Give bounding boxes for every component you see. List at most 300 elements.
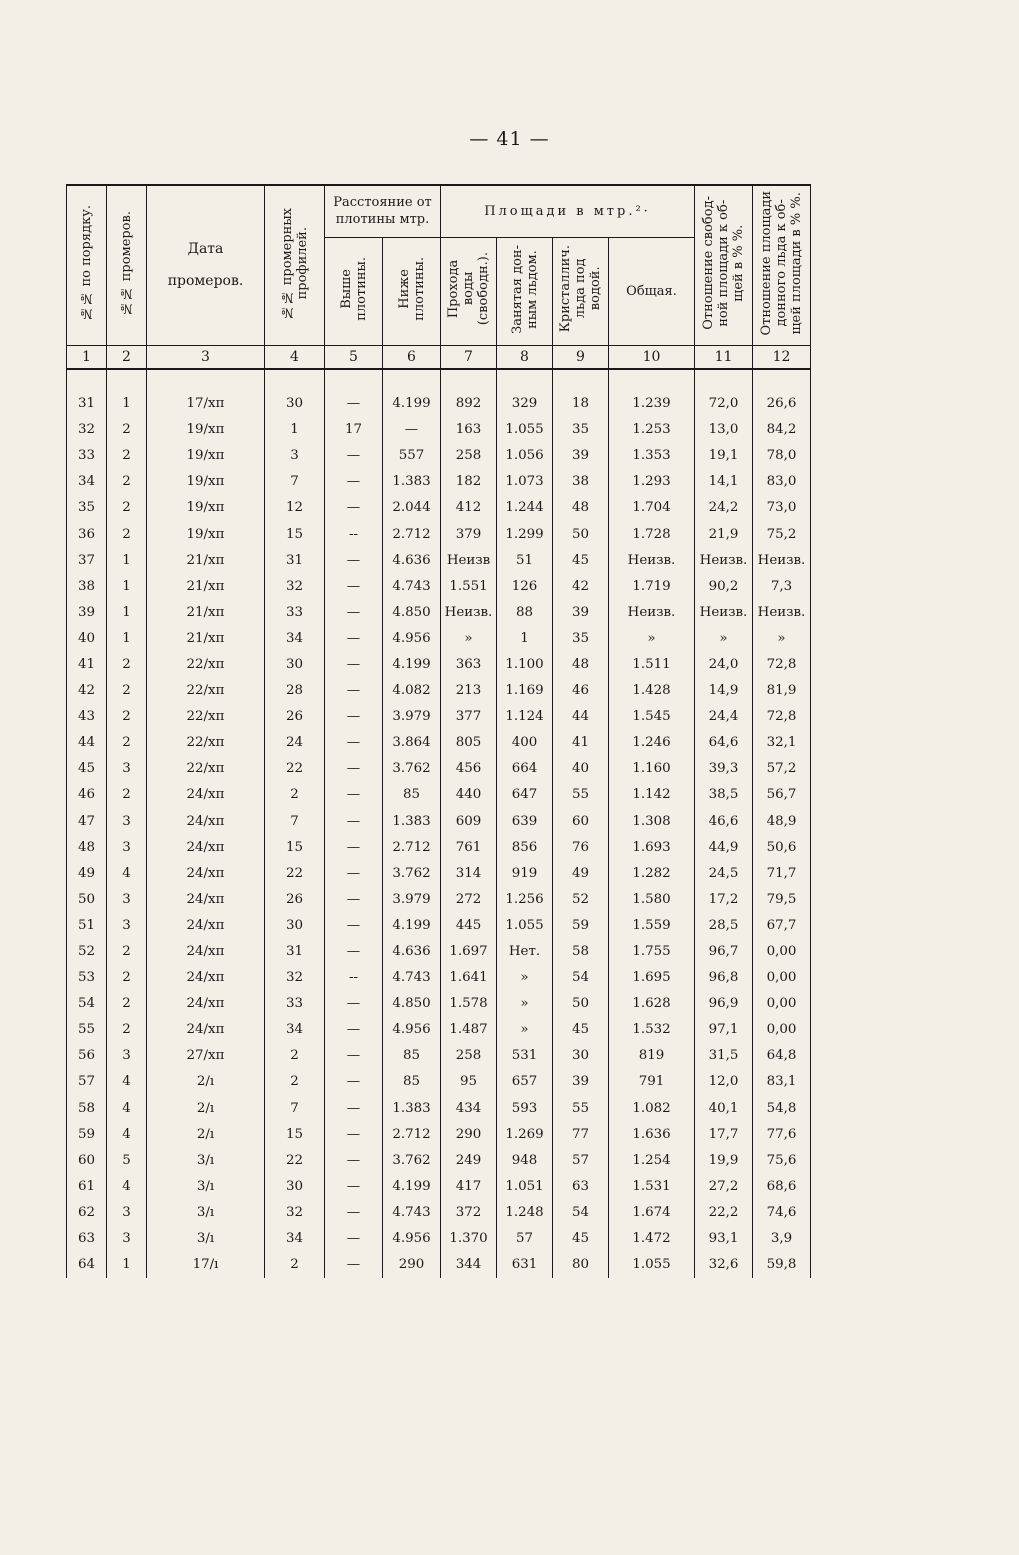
table-cell: 4.850	[383, 599, 441, 625]
table-cell: 22/xп	[147, 704, 265, 730]
table-cell: 2/ı	[147, 1095, 265, 1121]
table-cell: 1.693	[609, 834, 695, 860]
table-cell: 19,9	[695, 1147, 753, 1173]
table-cell: 657	[497, 1069, 553, 1095]
table-row	[67, 1252, 811, 1278]
table-cell: 1.636	[609, 1121, 695, 1147]
header-free-area-ratio: Отношение свобод- ной площади к об- щей в % %.	[695, 185, 753, 345]
table-cell: 34	[265, 1017, 325, 1043]
table-cell: 45	[67, 756, 107, 782]
table-row	[67, 965, 811, 991]
table-cell: »	[497, 991, 553, 1017]
table-cell: 856	[497, 834, 553, 860]
table-cell: 24/xп	[147, 834, 265, 860]
table-cell: 2.712	[383, 834, 441, 860]
table-cell: 2	[265, 1252, 325, 1278]
table-cell: 7	[265, 469, 325, 495]
header-total-area: Общая.	[609, 237, 695, 345]
table-cell: 4.199	[383, 912, 441, 938]
table-cell: 61	[67, 1173, 107, 1199]
table-cell: 1.695	[609, 965, 695, 991]
table-cell: Неизв.	[753, 547, 811, 573]
column-number: 10	[609, 345, 695, 369]
table-cell: 3	[265, 443, 325, 469]
table-cell: 39	[553, 599, 609, 625]
table-cell: 96,9	[695, 991, 753, 1017]
table-cell: —	[325, 573, 383, 599]
table-cell: 39	[67, 599, 107, 625]
table-cell: 3.979	[383, 704, 441, 730]
table-cell: 4	[107, 860, 147, 886]
table-cell: —	[325, 651, 383, 677]
table-cell: 7,3	[753, 573, 811, 599]
table-cell: —	[325, 495, 383, 521]
table-cell: 37	[67, 547, 107, 573]
table-cell: 22/xп	[147, 651, 265, 677]
table-cell: 1.580	[609, 886, 695, 912]
table-cell: 2	[107, 782, 147, 808]
table-cell: --	[325, 965, 383, 991]
table-cell: 48	[67, 834, 107, 860]
spacer-row	[67, 369, 811, 391]
table-cell: 19/xп	[147, 469, 265, 495]
table-cell: 64,8	[753, 1043, 811, 1069]
table-cell: 22,2	[695, 1199, 753, 1225]
table-cell: 1.142	[609, 782, 695, 808]
table-cell: 1.551	[441, 573, 497, 599]
table-cell: —	[325, 1043, 383, 1069]
table-cell: —	[325, 991, 383, 1017]
table-cell: 32	[265, 965, 325, 991]
table-cell: —	[325, 678, 383, 704]
table-cell: 46	[67, 782, 107, 808]
table-cell: 919	[497, 860, 553, 886]
table-row	[67, 391, 811, 417]
table-cell: 75,6	[753, 1147, 811, 1173]
table-cell: 57	[553, 1147, 609, 1173]
table-cell: 3.762	[383, 1147, 441, 1173]
table-cell: 39	[553, 443, 609, 469]
table-cell: 639	[497, 808, 553, 834]
table-cell: 1.370	[441, 1226, 497, 1252]
table-cell: 44,9	[695, 834, 753, 860]
table-cell: —	[325, 730, 383, 756]
table-cell: 3/ı	[147, 1226, 265, 1252]
table-row	[67, 1121, 811, 1147]
table-cell: 3.979	[383, 886, 441, 912]
header-water-passage: Прохода воды (свободн.).	[441, 237, 497, 345]
table-cell: 90,2	[695, 573, 753, 599]
table-cell: 2	[107, 443, 147, 469]
table-cell: 58	[553, 938, 609, 964]
table-row	[67, 886, 811, 912]
table-cell: —	[325, 1252, 383, 1278]
table-cell: 3	[107, 1226, 147, 1252]
table-cell: 4.199	[383, 391, 441, 417]
table-cell: 41	[67, 651, 107, 677]
table-cell: 24/xп	[147, 860, 265, 886]
table-cell: —	[325, 625, 383, 651]
table-cell: 30	[265, 391, 325, 417]
table-cell: 2	[107, 1017, 147, 1043]
table-cell: 33	[265, 599, 325, 625]
header-below-dam: Ниже плотины.	[383, 237, 441, 345]
table-cell: 88	[497, 599, 553, 625]
table-cell: 19/xп	[147, 495, 265, 521]
table-cell: 1.511	[609, 651, 695, 677]
table-cell: 31	[67, 391, 107, 417]
table-cell: 290	[441, 1121, 497, 1147]
table-cell: 2	[107, 651, 147, 677]
table-cell: 1.383	[383, 1095, 441, 1121]
table-cell: 4.850	[383, 991, 441, 1017]
table-cell: 2	[107, 678, 147, 704]
table-cell: 4.636	[383, 938, 441, 964]
table-cell: 664	[497, 756, 553, 782]
table-cell: 48	[553, 495, 609, 521]
table-cell: Неизв	[441, 547, 497, 573]
table-cell: 59,8	[753, 1252, 811, 1278]
table-cell: 17/xп	[147, 391, 265, 417]
header-measurement-number: №№ промеров.	[107, 185, 147, 345]
table-cell: 1.055	[497, 912, 553, 938]
table-cell: 1.353	[609, 443, 695, 469]
table-cell: 58	[67, 1095, 107, 1121]
table-cell: 24/xп	[147, 886, 265, 912]
table-cell: 3/ı	[147, 1199, 265, 1225]
column-number: 7	[441, 345, 497, 369]
table-cell: 272	[441, 886, 497, 912]
table-cell: 38	[67, 573, 107, 599]
table-cell: 1.428	[609, 678, 695, 704]
table-cell: 12,0	[695, 1069, 753, 1095]
table-cell: —	[325, 808, 383, 834]
table-body	[67, 369, 811, 1278]
table-cell: 21,9	[695, 521, 753, 547]
table-cell: 32,1	[753, 730, 811, 756]
table-cell: 1.704	[609, 495, 695, 521]
table-row	[67, 991, 811, 1017]
table-cell: 434	[441, 1095, 497, 1121]
table-cell: 4.082	[383, 678, 441, 704]
table-cell: 1.169	[497, 678, 553, 704]
table-cell: 50	[67, 886, 107, 912]
table-cell: 49	[553, 860, 609, 886]
table-cell: 1	[107, 625, 147, 651]
header-above-dam: Выше плотины.	[325, 237, 383, 345]
table-cell: 52	[553, 886, 609, 912]
table-cell: 1.472	[609, 1226, 695, 1252]
table-cell: 1.055	[497, 417, 553, 443]
table-cell: 60	[67, 1147, 107, 1173]
table-cell: 182	[441, 469, 497, 495]
table-row	[67, 495, 811, 521]
table-cell: 531	[497, 1043, 553, 1069]
table-cell: 631	[497, 1252, 553, 1278]
table-cell: 314	[441, 860, 497, 886]
table-cell: 32,6	[695, 1252, 753, 1278]
table-cell: 75,2	[753, 521, 811, 547]
table-cell: 126	[497, 573, 553, 599]
header-distance-group: Расстояние от плотины мтр.	[325, 185, 441, 237]
table-cell: 249	[441, 1147, 497, 1173]
table-cell: 1.269	[497, 1121, 553, 1147]
table-cell: —	[325, 756, 383, 782]
table-cell: 4.956	[383, 625, 441, 651]
table-cell: 19/xп	[147, 443, 265, 469]
table-cell: —	[325, 391, 383, 417]
table-cell: 4.743	[383, 573, 441, 599]
page-number: — 41 —	[469, 128, 550, 150]
table-cell: —	[325, 469, 383, 495]
table-cell: 400	[497, 730, 553, 756]
table-cell: 24/xп	[147, 808, 265, 834]
table-cell: 0,00	[753, 965, 811, 991]
table-cell: 54,8	[753, 1095, 811, 1121]
table-row	[67, 1226, 811, 1252]
table-cell: 44	[67, 730, 107, 756]
table-cell: 24,4	[695, 704, 753, 730]
table-cell: 26	[265, 886, 325, 912]
table-cell: 54	[553, 965, 609, 991]
table-cell: 21/xп	[147, 573, 265, 599]
table-cell: 2.044	[383, 495, 441, 521]
table-cell: 72,0	[695, 391, 753, 417]
column-number: 2	[107, 345, 147, 369]
table-cell: 22	[265, 1147, 325, 1173]
table-cell: 35	[553, 625, 609, 651]
table-cell: —	[325, 886, 383, 912]
table-cell: 5	[107, 1147, 147, 1173]
table-cell: 1.674	[609, 1199, 695, 1225]
table-cell: 761	[441, 834, 497, 860]
table-cell: --	[325, 521, 383, 547]
table-cell: 22/xп	[147, 756, 265, 782]
table-cell: 412	[441, 495, 497, 521]
table-cell: 2	[265, 1043, 325, 1069]
table-cell: 64	[67, 1252, 107, 1278]
table-cell: —	[325, 860, 383, 886]
table-cell: 33	[265, 991, 325, 1017]
table-cell: 85	[383, 1043, 441, 1069]
table-row	[67, 834, 811, 860]
table-row	[67, 651, 811, 677]
table-cell: 2	[107, 965, 147, 991]
table-cell: 557	[383, 443, 441, 469]
table-cell: 2	[107, 938, 147, 964]
table-cell: 1.641	[441, 965, 497, 991]
table-cell: 45	[553, 1226, 609, 1252]
table-cell: 948	[497, 1147, 553, 1173]
table-cell: 24/xп	[147, 991, 265, 1017]
table-cell: 2/ı	[147, 1121, 265, 1147]
table-cell: 97,1	[695, 1017, 753, 1043]
table-cell: 593	[497, 1095, 553, 1121]
table-cell: 3	[107, 912, 147, 938]
table-cell: 456	[441, 756, 497, 782]
table-cell: 24/xп	[147, 782, 265, 808]
table-cell: 1.628	[609, 991, 695, 1017]
table-cell: 12	[265, 495, 325, 521]
table-cell: 38,5	[695, 782, 753, 808]
table-row	[67, 782, 811, 808]
table-row	[67, 573, 811, 599]
table-cell: 63	[67, 1226, 107, 1252]
table-row	[67, 521, 811, 547]
table-cell: 1.248	[497, 1199, 553, 1225]
table-cell: 1.755	[609, 938, 695, 964]
table-cell: 72,8	[753, 704, 811, 730]
table-cell: 73,0	[753, 495, 811, 521]
table-cell: 19,1	[695, 443, 753, 469]
table-row	[67, 678, 811, 704]
table-cell: —	[325, 1147, 383, 1173]
table-cell: 45	[553, 547, 609, 573]
table-cell: 2/ı	[147, 1069, 265, 1095]
table-cell: 71,7	[753, 860, 811, 886]
header-date: Дата промеров.	[147, 185, 265, 345]
table-cell: 84,2	[753, 417, 811, 443]
table-row	[67, 730, 811, 756]
table-cell: 163	[441, 417, 497, 443]
table-cell: 24,0	[695, 651, 753, 677]
table-cell: 19/xп	[147, 417, 265, 443]
table-cell: 21/xп	[147, 547, 265, 573]
table-cell: —	[325, 912, 383, 938]
table-cell: 4.199	[383, 651, 441, 677]
table-cell: 24/xп	[147, 1017, 265, 1043]
table-cell: 1.697	[441, 938, 497, 964]
table-cell: 1.383	[383, 808, 441, 834]
table-cell: 1	[107, 391, 147, 417]
table-cell: 56,7	[753, 782, 811, 808]
table-cell: 27,2	[695, 1173, 753, 1199]
table-cell: 34	[67, 469, 107, 495]
table-cell: 609	[441, 808, 497, 834]
table-cell: 329	[497, 391, 553, 417]
table-cell: —	[325, 547, 383, 573]
table-cell: 27/xп	[147, 1043, 265, 1069]
table-cell: 35	[67, 495, 107, 521]
table-cell: 47	[67, 808, 107, 834]
table-cell: 24/xп	[147, 965, 265, 991]
table-cell: 1	[107, 599, 147, 625]
table-cell: 1.532	[609, 1017, 695, 1043]
table-cell: 1.256	[497, 886, 553, 912]
table-cell: 36	[67, 521, 107, 547]
header-crystal-ice: Кристаллич. льда под водой.	[553, 237, 609, 345]
table-cell: 791	[609, 1069, 695, 1095]
table-cell: 2	[107, 704, 147, 730]
table-row	[67, 938, 811, 964]
table-cell: 1.051	[497, 1173, 553, 1199]
table-cell: 34	[265, 625, 325, 651]
table-cell: 17,2	[695, 886, 753, 912]
table-cell: 4	[107, 1121, 147, 1147]
table-cell: 7	[265, 808, 325, 834]
table-cell: 0,00	[753, 991, 811, 1017]
table-cell: 2	[107, 417, 147, 443]
table-cell: 14,1	[695, 469, 753, 495]
table-cell: 78,0	[753, 443, 811, 469]
table-cell: 41	[553, 730, 609, 756]
table-cell: 1	[265, 417, 325, 443]
table-cell: 3.762	[383, 860, 441, 886]
table-cell: 85	[383, 782, 441, 808]
header-bottom-ice-ratio: Отношение площади донного льда к об- щей площади в % %.	[753, 185, 811, 345]
table-cell: 81,9	[753, 678, 811, 704]
table-cell: 72,8	[753, 651, 811, 677]
table-cell: 363	[441, 651, 497, 677]
table-cell: Неизв.	[609, 599, 695, 625]
table-cell: 344	[441, 1252, 497, 1278]
table-cell: 77,6	[753, 1121, 811, 1147]
table-cell: 3	[107, 886, 147, 912]
table-cell: 647	[497, 782, 553, 808]
table-cell: 258	[441, 1043, 497, 1069]
table-row	[67, 756, 811, 782]
table-cell: 59	[67, 1121, 107, 1147]
table-cell: 56	[67, 1043, 107, 1069]
table-cell: 19/xп	[147, 521, 265, 547]
table-cell: —	[325, 1017, 383, 1043]
table-cell: 83,0	[753, 469, 811, 495]
table-cell: —	[383, 417, 441, 443]
table-cell: 62	[67, 1199, 107, 1225]
table-cell: 45	[553, 1017, 609, 1043]
table-cell: —	[325, 599, 383, 625]
table-cell: 64,6	[695, 730, 753, 756]
table-cell: »	[497, 965, 553, 991]
table-cell: —	[325, 1199, 383, 1225]
table-row	[67, 860, 811, 886]
table-cell: 1.239	[609, 391, 695, 417]
table-cell: 24/xп	[147, 938, 265, 964]
table-cell: —	[325, 1121, 383, 1147]
table-cell: 3.864	[383, 730, 441, 756]
ice-measurements-table	[66, 184, 811, 1278]
table-cell: 31	[265, 938, 325, 964]
table-cell: 67,7	[753, 912, 811, 938]
table-cell: Неизв.	[441, 599, 497, 625]
table-cell: Неизв.	[753, 599, 811, 625]
table-cell: 57	[67, 1069, 107, 1095]
table-cell: 42	[553, 573, 609, 599]
table-cell: 3/ı	[147, 1173, 265, 1199]
table-cell: 1.100	[497, 651, 553, 677]
table-row	[67, 1147, 811, 1173]
table-cell: 3	[107, 834, 147, 860]
table-cell: 1.082	[609, 1095, 695, 1121]
table-cell: 0,00	[753, 1017, 811, 1043]
table-cell: 54	[553, 1199, 609, 1225]
table-cell: 2	[107, 521, 147, 547]
table-cell: 39,3	[695, 756, 753, 782]
table-cell: 1.487	[441, 1017, 497, 1043]
column-number: 6	[383, 345, 441, 369]
table-cell: 46,6	[695, 808, 753, 834]
table-cell: 50	[553, 991, 609, 1017]
table-cell: 48,9	[753, 808, 811, 834]
table-cell: 17	[325, 417, 383, 443]
table-cell: 51	[497, 547, 553, 573]
table-cell: —	[325, 782, 383, 808]
column-number: 11	[695, 345, 753, 369]
table-cell: 13,0	[695, 417, 753, 443]
table-cell: 258	[441, 443, 497, 469]
table-cell: 26,6	[753, 391, 811, 417]
table-cell: 24	[265, 730, 325, 756]
